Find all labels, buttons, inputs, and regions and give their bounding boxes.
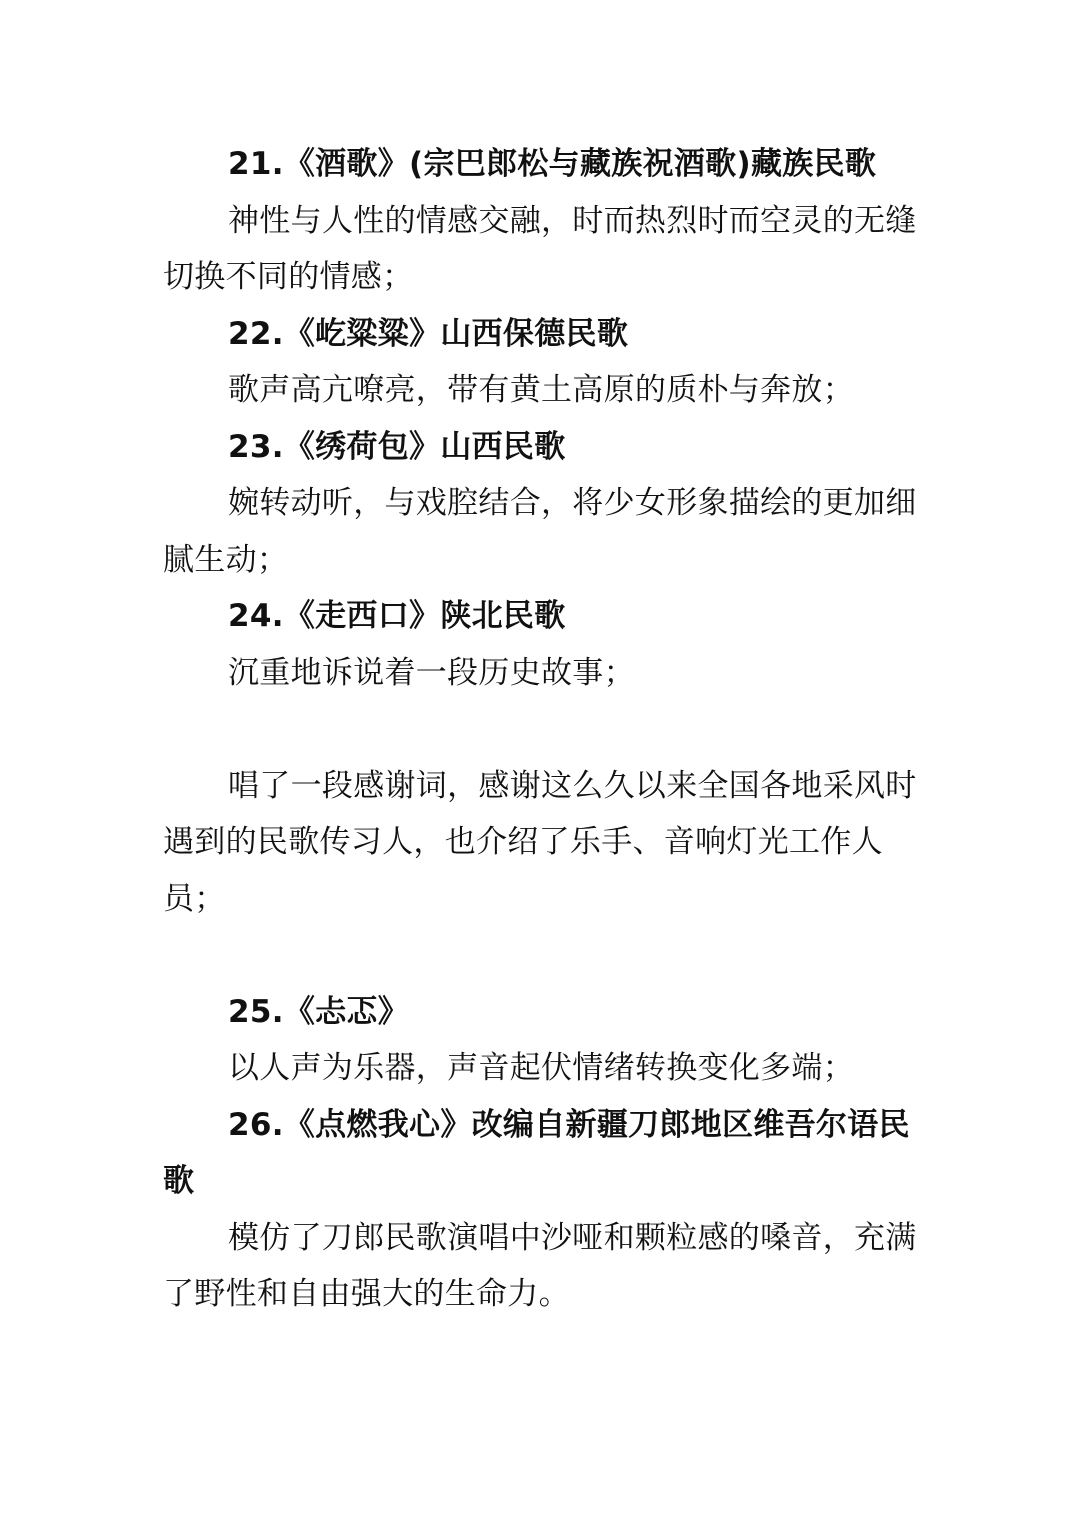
blank-line	[163, 927, 918, 984]
thanks-paragraph: 唱了一段感谢词，感谢这么久以来全国各地采风时遇到的民歌传习人，也介绍了乐手、音响灯光工作人员；	[163, 767, 917, 917]
song-24-heading: 24.《走西口》陕北民歌	[228, 598, 566, 634]
song-23-heading: 23.《绣荷包》山西民歌	[228, 428, 566, 465]
song-25-heading: 25.《忐忑》	[228, 993, 410, 1030]
song-22-heading: 22.《屹粱粱》山西保德民歌	[228, 315, 629, 352]
song-21-heading: 21.《酒歌》(宗巴郎松与藏族祝酒歌)藏族民歌	[228, 146, 877, 182]
song-26-description: 模仿了刀郎民歌演唱中沙哑和颗粒感的嗓音，充满了野性和自由强大的生命力。	[163, 1219, 917, 1312]
song-23-description: 婉转动听，与戏腔结合，将少女形象描绘的更加细腻生动；	[163, 485, 917, 578]
song-22-description: 歌声高亢嘹亮，带有黄土高原的质朴与奔放；	[228, 372, 854, 408]
blank-line	[163, 701, 918, 758]
song-24-description: 沉重地诉说着一段历史故事；	[228, 654, 635, 691]
song-25-description: 以人声为乐器，声音起伏情绪转换变化多端；	[228, 1050, 854, 1086]
song-26-heading: 26.《点燃我心》改编自新疆刀郎地区维吾尔语民歌	[163, 1106, 910, 1199]
song-21-description: 神性与人性的情感交融，时而热烈时而空灵的无缝切换不同的情感；	[163, 202, 917, 295]
document-page	[163, 136, 918, 1323]
